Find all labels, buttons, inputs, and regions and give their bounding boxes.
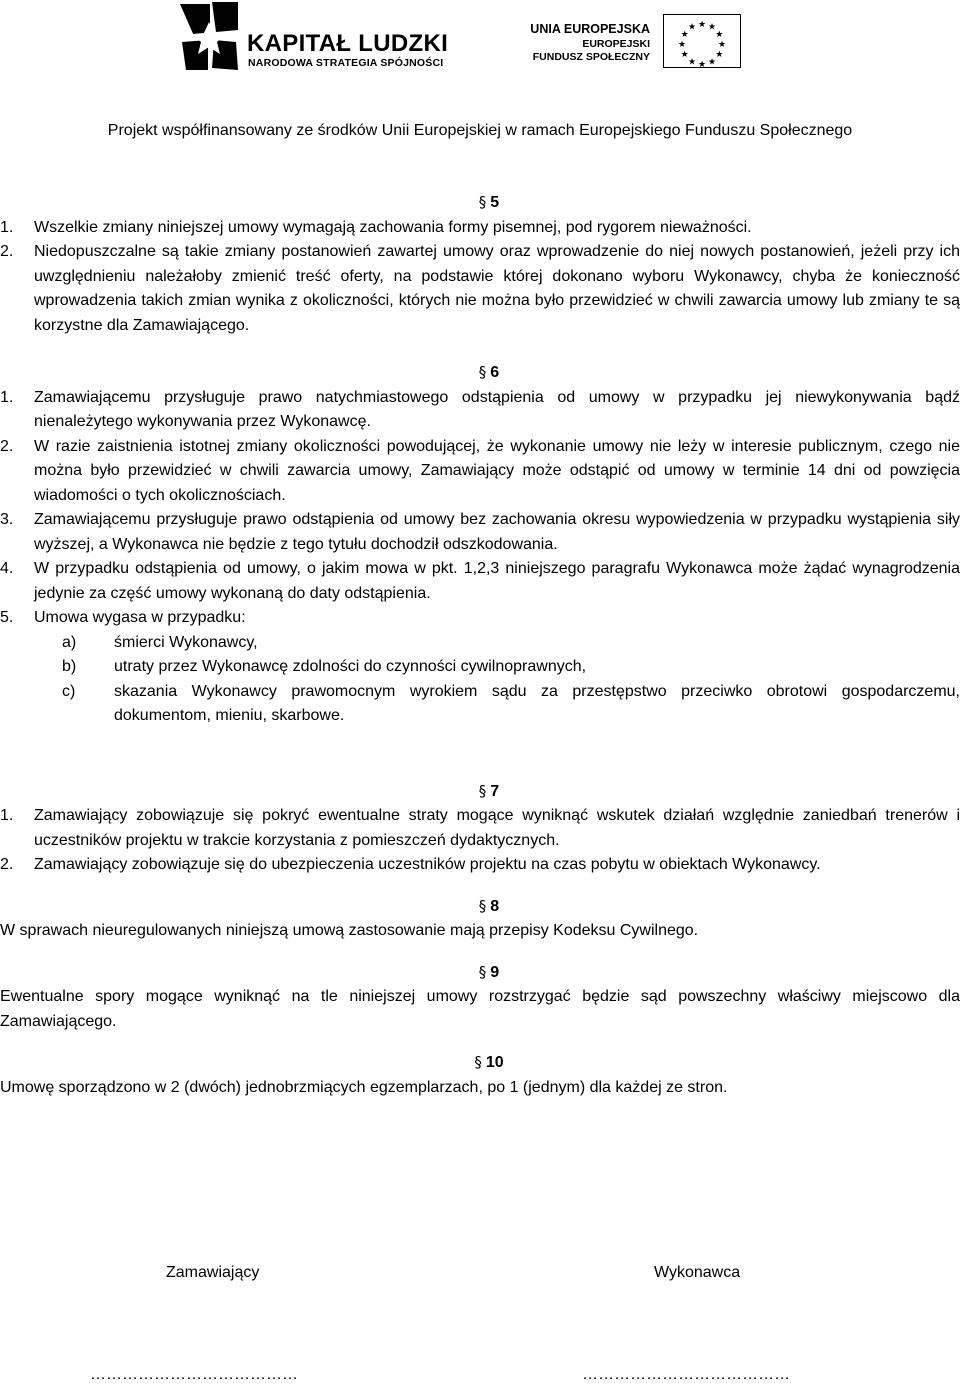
svg-text:★: ★ — [715, 50, 724, 60]
sub-list-item — [0, 631, 960, 656]
svg-text:★: ★ — [707, 57, 717, 68]
section-heading-7 — [0, 779, 960, 805]
item-text: Niedopuszczalne są takie zmiany postanowień zawartej umowy oraz wprowadzenie do niej nowych postanowień, jeżeli przy ich uwzględnieniu należałoby zmienić treść oferty, na podstawie której dokonano wyboru Wykonawcy, chyba że konieczność wprowadzenia takich zmian wynika z okoliczności, których nie można było przewidzieć w chwili zawarcia umowy lub zmiany te są korzystne dla Zamawiającego. — [34, 243, 960, 334]
section-number: 9 — [490, 963, 500, 981]
signature-line-left: ………………………………… — [90, 1366, 298, 1383]
paragraph-sign: § — [478, 896, 487, 915]
section-number: 5 — [490, 194, 500, 211]
svg-text:★: ★ — [697, 60, 707, 68]
item-number: 5. — [0, 609, 14, 626]
item-number: 2. — [0, 856, 14, 873]
list-item — [0, 804, 960, 853]
svg-text:★: ★ — [680, 30, 689, 40]
kapital-ludzki-star-logo — [178, 2, 240, 72]
paragraph-sign: § — [478, 363, 487, 381]
paragraph-sign: § — [478, 781, 487, 800]
section-text: Umowę sporządzono w 2 (dwóch) jednobrzmiących egzemplarzach, po 1 (jednym) dla każdej ze stron. — [0, 1078, 728, 1096]
item-text: Wszelkie zmiany niniejszej umowy wymagają zachowania formy pisemnej, pod rygorem nieważności. — [34, 218, 752, 236]
list-item — [0, 606, 960, 631]
ue-line-3: FUNDUSZ SPOŁECZNY — [532, 51, 650, 63]
item-text: W razie zaistnienia istotnej zmiany okoliczności powodującej, że wykonanie umowy nie leży w interesie publicznym, czego nie można było przewidzieć w chwili zawarcia umowy, Zamawiający może odstąpić od umowy w terminie 14 dni od powzięcia wiadomości o tych okolicznościach. — [34, 437, 960, 504]
ue-line-2: EUROPEJSKI — [582, 38, 650, 50]
sub-item-text: skazania Wykonawcy prawomocnym wyrokiem sądu za przestępstwo przeciwko obrotowi gospodarczemu, dokumentom, mieniu, skarbowe. — [114, 682, 960, 724]
section-number: 10 — [485, 1054, 504, 1071]
svg-text:★: ★ — [715, 30, 724, 40]
signature-label-wykonawca: Wykonawca — [654, 1264, 741, 1281]
logo-bar — [0, 0, 960, 80]
item-number: 1. — [0, 218, 14, 236]
item-number: 3. — [0, 511, 14, 528]
ue-line-1: UNIA EUROPEJSKA — [530, 22, 650, 36]
item-text: Zamawiający zobowiązuje się pokryć ewentualne straty mogące wyniknąć wskutek działań względnie zaniedbań trenerów i uczestników projektu w trakcie korzystania z pomieszczeń dydaktycznych. — [34, 807, 960, 849]
section-text: Ewentualne spory mogące wyniknąć na tle niniejszej umowy rozstrzygać będzie sąd powszechny właściwy miejscowo dla Zamawiającego. — [0, 988, 960, 1030]
paragraph-sign: § — [474, 1053, 482, 1071]
list-item — [0, 435, 960, 509]
contract-body — [0, 190, 960, 1100]
svg-text:★: ★ — [687, 22, 697, 33]
list-item — [0, 240, 960, 338]
item-number: 1. — [0, 388, 14, 406]
sub-item-letter: c) — [62, 682, 76, 700]
sub-item-letter: b) — [62, 658, 77, 675]
item-number: 2. — [0, 243, 14, 260]
section-text: W sprawach nieuregulowanych niniejszą umową zastosowanie mają przepisy Kodeksu Cywilnego. — [0, 922, 699, 939]
eu-flag-icon — [663, 14, 741, 68]
section-number: 8 — [490, 897, 500, 915]
paragraph-sign: § — [478, 193, 487, 211]
list-item — [0, 216, 960, 241]
section-heading-9 — [0, 960, 960, 986]
project-cofinancing-line: Projekt współfinansowany ze środków Unii Europejskiej w ramach Europejskiego Funduszu Społecznego — [107, 122, 853, 139]
paragraph-sign: § — [478, 962, 487, 981]
item-text: Zamawiającemu przysługuje prawo natychmiastowego odstąpienia od umowy w przypadku jej niewykonywania bądź nienależytego wykonywania przez Wykonawcę. — [34, 388, 960, 430]
svg-text:★: ★ — [687, 57, 697, 68]
sub-list-item — [0, 680, 960, 729]
item-text: Zamawiającemu przysługuje prawo odstąpienia od umowy bez zachowania okresu wypowiedzenia w przypadku wystąpienia siły wyższej, a Wykonawca nie będzie z tego tytułu dochodził odszkodowania. — [34, 511, 960, 553]
item-number: 1. — [0, 807, 14, 824]
section-number: 6 — [490, 364, 500, 381]
item-text: W przypadku odstąpienia od umowy, o jakim mowa w pkt. 1,2,3 niniejszego paragrafu Wykonawca może żądać wynagrodzenia jedynie za część umowy wykonaną do daty odstąpienia. — [34, 560, 960, 602]
item-number: 2. — [0, 437, 14, 455]
kapital-ludzki-title: KAPITAŁ LUDZKI — [247, 30, 449, 57]
section-heading-8 — [0, 894, 960, 920]
sub-item-letter: a) — [62, 633, 77, 651]
item-text: Umowa wygasa w przypadku: — [34, 609, 246, 626]
list-item — [0, 386, 960, 435]
svg-text:★: ★ — [677, 40, 687, 50]
section-heading-10 — [0, 1050, 960, 1076]
section-number: 7 — [490, 782, 500, 800]
sub-item-text: śmierci Wykonawcy, — [114, 633, 258, 651]
signature-line-right: ………………………………… — [582, 1366, 790, 1383]
svg-text:★: ★ — [697, 20, 707, 30]
svg-text:★: ★ — [717, 40, 727, 50]
sub-list-item — [0, 655, 960, 680]
item-number: 4. — [0, 560, 14, 577]
sub-item-text: utraty przez Wykonawcę zdolności do czynności cywilnoprawnych, — [114, 658, 587, 675]
list-item — [0, 853, 960, 878]
section-heading-5 — [0, 190, 960, 216]
list-item — [0, 557, 960, 606]
item-text: Zamawiający zobowiązuje się do ubezpieczenia uczestników projektu na czas pobytu w obiektach Wykonawcy. — [34, 856, 821, 873]
section-heading-6 — [0, 360, 960, 386]
signature-label-zamawiajacy: Zamawiający — [166, 1264, 260, 1281]
list-item — [0, 508, 960, 557]
kapital-ludzki-subtitle: NARODOWA STRATEGIA SPÓJNOŚCI — [248, 57, 444, 69]
svg-text:★: ★ — [707, 22, 717, 33]
svg-text:★: ★ — [680, 50, 689, 60]
